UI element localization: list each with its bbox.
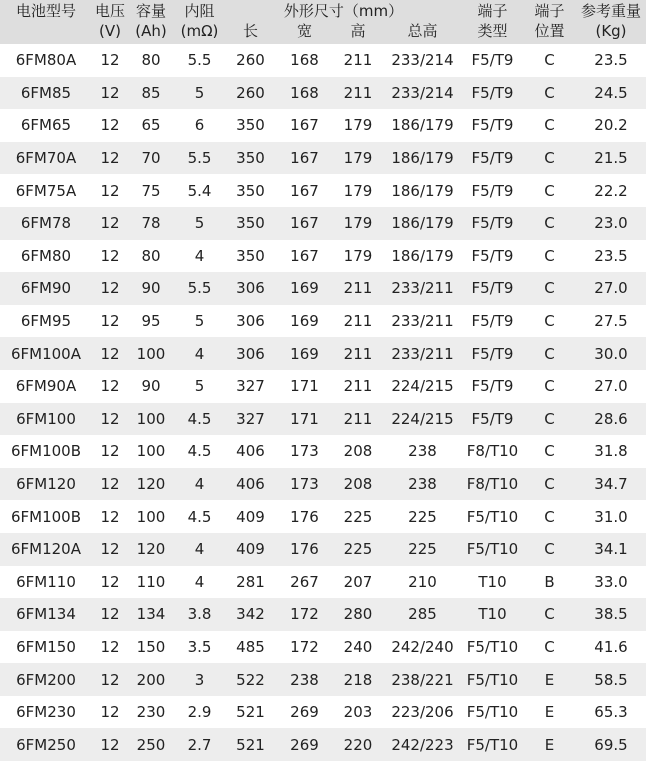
cell-resistance: 5.5: [174, 44, 225, 77]
cell-width: 171: [276, 403, 333, 436]
cell-model: 6FM85: [0, 77, 92, 110]
cell-total-height: 238: [383, 435, 462, 468]
table-row: [0, 468, 646, 501]
cell-terminal-type: F5/T10: [462, 663, 523, 696]
cell-width: 168: [276, 77, 333, 110]
cell-length: 406: [225, 435, 276, 468]
cell-resistance: 4.5: [174, 435, 225, 468]
table-row: [0, 77, 646, 110]
cell-model: 6FM80A: [0, 44, 92, 77]
cell-total-height: 186/179: [383, 240, 462, 273]
header-row: [0, 0, 646, 44]
cell-width: 169: [276, 337, 333, 370]
cell-resistance: 4: [174, 337, 225, 370]
cell-capacity: 90: [128, 272, 174, 305]
cell-width: 238: [276, 663, 333, 696]
table-row: [0, 142, 646, 175]
cell-height: 225: [333, 500, 383, 533]
cell-length: 409: [225, 500, 276, 533]
cell-width: 176: [276, 500, 333, 533]
cell-length: 522: [225, 663, 276, 696]
cell-terminal-position: C: [523, 109, 576, 142]
cell-length: 327: [225, 403, 276, 436]
cell-length: 350: [225, 142, 276, 175]
cell-weight: 27.0: [576, 272, 646, 305]
cell-capacity: 100: [128, 500, 174, 533]
cell-height: 208: [333, 468, 383, 501]
cell-width: 167: [276, 240, 333, 273]
cell-terminal-position: C: [523, 44, 576, 77]
cell-total-height: 225: [383, 500, 462, 533]
table-row: [0, 566, 646, 599]
cell-model: 6FM70A: [0, 142, 92, 175]
cell-total-height: 186/179: [383, 142, 462, 175]
cell-height: 179: [333, 207, 383, 240]
cell-terminal-type: F5/T10: [462, 728, 523, 761]
table-row: [0, 663, 646, 696]
cell-weight: 23.5: [576, 240, 646, 273]
cell-model: 6FM100B: [0, 500, 92, 533]
cell-capacity: 100: [128, 435, 174, 468]
cell-width: 169: [276, 272, 333, 305]
header-dimensions: [225, 0, 462, 44]
cell-total-height: 233/211: [383, 305, 462, 338]
cell-terminal-type: F5/T10: [462, 500, 523, 533]
table-row: [0, 174, 646, 207]
cell-resistance: 4.5: [174, 403, 225, 436]
cell-terminal-position: C: [523, 207, 576, 240]
cell-capacity: 75: [128, 174, 174, 207]
cell-weight: 27.0: [576, 370, 646, 403]
cell-weight: 34.7: [576, 468, 646, 501]
header-voltage: 电压 (V): [92, 0, 128, 44]
header-width: 宽: [296, 22, 312, 40]
cell-resistance: 5: [174, 77, 225, 110]
cell-weight: 65.3: [576, 696, 646, 729]
cell-terminal-position: C: [523, 403, 576, 436]
cell-terminal-type: F5/T9: [462, 272, 523, 305]
cell-model: 6FM200: [0, 663, 92, 696]
cell-height: 211: [333, 272, 383, 305]
cell-length: 521: [225, 696, 276, 729]
cell-weight: 30.0: [576, 337, 646, 370]
cell-width: 167: [276, 207, 333, 240]
cell-voltage: 12: [92, 533, 128, 566]
cell-terminal-type: F5/T9: [462, 403, 523, 436]
cell-terminal-position: C: [523, 598, 576, 631]
cell-total-height: 224/215: [383, 370, 462, 403]
cell-model: 6FM120: [0, 468, 92, 501]
cell-voltage: 12: [92, 468, 128, 501]
cell-terminal-type: F5/T9: [462, 337, 523, 370]
cell-length: 350: [225, 109, 276, 142]
cell-voltage: 12: [92, 631, 128, 664]
cell-resistance: 5: [174, 305, 225, 338]
cell-terminal-position: C: [523, 435, 576, 468]
cell-weight: 24.5: [576, 77, 646, 110]
cell-voltage: 12: [92, 435, 128, 468]
cell-width: 269: [276, 728, 333, 761]
cell-length: 306: [225, 337, 276, 370]
cell-voltage: 12: [92, 566, 128, 599]
cell-height: 179: [333, 109, 383, 142]
cell-weight: 23.0: [576, 207, 646, 240]
header-weight: 参考重量 (Kg): [576, 0, 646, 44]
cell-capacity: 150: [128, 631, 174, 664]
cell-width: 171: [276, 370, 333, 403]
cell-width: 167: [276, 109, 333, 142]
cell-terminal-type: F5/T10: [462, 533, 523, 566]
cell-height: 211: [333, 370, 383, 403]
cell-width: 172: [276, 631, 333, 664]
cell-total-height: 186/179: [383, 109, 462, 142]
cell-voltage: 12: [92, 272, 128, 305]
cell-width: 176: [276, 533, 333, 566]
cell-resistance: 4: [174, 533, 225, 566]
cell-height: 240: [333, 631, 383, 664]
cell-terminal-position: E: [523, 728, 576, 761]
cell-voltage: 12: [92, 44, 128, 77]
cell-model: 6FM65: [0, 109, 92, 142]
cell-terminal-type: F5/T9: [462, 240, 523, 273]
cell-capacity: 230: [128, 696, 174, 729]
cell-resistance: 3.5: [174, 631, 225, 664]
cell-height: 179: [333, 240, 383, 273]
cell-terminal-position: C: [523, 631, 576, 664]
cell-length: 409: [225, 533, 276, 566]
table-row: [0, 403, 646, 436]
cell-length: 406: [225, 468, 276, 501]
cell-terminal-position: C: [523, 240, 576, 273]
cell-weight: 21.5: [576, 142, 646, 175]
cell-total-height: 186/179: [383, 207, 462, 240]
cell-height: 211: [333, 44, 383, 77]
cell-terminal-position: C: [523, 500, 576, 533]
cell-voltage: 12: [92, 696, 128, 729]
cell-terminal-type: F8/T10: [462, 435, 523, 468]
cell-resistance: 5.4: [174, 174, 225, 207]
cell-voltage: 12: [92, 663, 128, 696]
cell-capacity: 200: [128, 663, 174, 696]
cell-total-height: 233/214: [383, 77, 462, 110]
cell-width: 168: [276, 44, 333, 77]
cell-voltage: 12: [92, 77, 128, 110]
cell-width: 167: [276, 142, 333, 175]
cell-capacity: 90: [128, 370, 174, 403]
cell-model: 6FM100A: [0, 337, 92, 370]
table-row: [0, 272, 646, 305]
cell-voltage: 12: [92, 500, 128, 533]
cell-capacity: 65: [128, 109, 174, 142]
cell-weight: 28.6: [576, 403, 646, 436]
cell-weight: 23.5: [576, 44, 646, 77]
header-dimensions-title: 外形尺寸（mm）: [283, 2, 404, 20]
cell-capacity: 100: [128, 337, 174, 370]
cell-terminal-type: F5/T9: [462, 44, 523, 77]
cell-total-height: 233/214: [383, 44, 462, 77]
cell-capacity: 100: [128, 403, 174, 436]
cell-length: 342: [225, 598, 276, 631]
table-row: [0, 500, 646, 533]
cell-voltage: 12: [92, 207, 128, 240]
cell-total-height: 233/211: [383, 337, 462, 370]
header-total-height: 总高: [407, 22, 438, 40]
cell-voltage: 12: [92, 142, 128, 175]
cell-terminal-type: F8/T10: [462, 468, 523, 501]
cell-total-height: 223/206: [383, 696, 462, 729]
cell-capacity: 110: [128, 566, 174, 599]
cell-total-height: 224/215: [383, 403, 462, 436]
cell-length: 281: [225, 566, 276, 599]
cell-terminal-position: E: [523, 663, 576, 696]
cell-resistance: 4.5: [174, 500, 225, 533]
header-terminal-position: 端子 位置: [523, 0, 576, 44]
cell-height: 225: [333, 533, 383, 566]
cell-length: 485: [225, 631, 276, 664]
table-body: [0, 44, 646, 761]
cell-resistance: 3: [174, 663, 225, 696]
table-row: [0, 337, 646, 370]
cell-capacity: 120: [128, 533, 174, 566]
cell-terminal-type: T10: [462, 566, 523, 599]
cell-total-height: 238/221: [383, 663, 462, 696]
cell-model: 6FM250: [0, 728, 92, 761]
cell-length: 327: [225, 370, 276, 403]
cell-terminal-type: F5/T9: [462, 305, 523, 338]
cell-capacity: 85: [128, 77, 174, 110]
cell-height: 280: [333, 598, 383, 631]
cell-voltage: 12: [92, 337, 128, 370]
cell-total-height: 225: [383, 533, 462, 566]
cell-weight: 33.0: [576, 566, 646, 599]
cell-weight: 31.0: [576, 500, 646, 533]
cell-height: 208: [333, 435, 383, 468]
table-row: [0, 598, 646, 631]
cell-height: 207: [333, 566, 383, 599]
cell-resistance: 3.8: [174, 598, 225, 631]
cell-model: 6FM134: [0, 598, 92, 631]
table-row: [0, 207, 646, 240]
cell-total-height: 242/240: [383, 631, 462, 664]
cell-model: 6FM80: [0, 240, 92, 273]
table-row: [0, 370, 646, 403]
cell-length: 350: [225, 174, 276, 207]
cell-width: 173: [276, 435, 333, 468]
cell-model: 6FM90A: [0, 370, 92, 403]
cell-resistance: 4: [174, 566, 225, 599]
cell-terminal-position: C: [523, 142, 576, 175]
cell-length: 306: [225, 305, 276, 338]
header-resistance: 内阻 (mΩ): [174, 0, 225, 44]
header-length: 长: [242, 22, 258, 40]
cell-resistance: 6: [174, 109, 225, 142]
cell-width: 167: [276, 174, 333, 207]
table-row: [0, 631, 646, 664]
cell-total-height: 186/179: [383, 174, 462, 207]
cell-total-height: 233/211: [383, 272, 462, 305]
cell-terminal-type: F5/T9: [462, 207, 523, 240]
cell-voltage: 12: [92, 403, 128, 436]
cell-resistance: 5.5: [174, 272, 225, 305]
cell-width: 267: [276, 566, 333, 599]
cell-model: 6FM120A: [0, 533, 92, 566]
cell-model: 6FM90: [0, 272, 92, 305]
cell-length: 260: [225, 77, 276, 110]
cell-terminal-type: F5/T9: [462, 77, 523, 110]
cell-height: 211: [333, 337, 383, 370]
cell-terminal-position: C: [523, 337, 576, 370]
table-row: [0, 44, 646, 77]
cell-voltage: 12: [92, 109, 128, 142]
cell-total-height: 242/223: [383, 728, 462, 761]
cell-voltage: 12: [92, 174, 128, 207]
cell-model: 6FM230: [0, 696, 92, 729]
cell-model: 6FM95: [0, 305, 92, 338]
cell-resistance: 4: [174, 240, 225, 273]
cell-terminal-position: B: [523, 566, 576, 599]
cell-terminal-type: F5/T9: [462, 174, 523, 207]
cell-terminal-position: C: [523, 305, 576, 338]
cell-terminal-type: F5/T9: [462, 109, 523, 142]
table-row: [0, 109, 646, 142]
cell-resistance: 5.5: [174, 142, 225, 175]
cell-terminal-position: C: [523, 370, 576, 403]
cell-voltage: 12: [92, 240, 128, 273]
cell-length: 350: [225, 240, 276, 273]
header-height: 高: [350, 22, 366, 40]
cell-total-height: 238: [383, 468, 462, 501]
cell-height: 218: [333, 663, 383, 696]
cell-capacity: 134: [128, 598, 174, 631]
cell-length: 260: [225, 44, 276, 77]
header-model: 电池型号: [0, 0, 92, 44]
cell-capacity: 250: [128, 728, 174, 761]
cell-terminal-type: T10: [462, 598, 523, 631]
cell-model: 6FM150: [0, 631, 92, 664]
header-capacity: 容量 (Ah): [128, 0, 174, 44]
cell-terminal-position: C: [523, 533, 576, 566]
cell-length: 350: [225, 207, 276, 240]
cell-weight: 31.8: [576, 435, 646, 468]
cell-terminal-type: F5/T9: [462, 142, 523, 175]
header-terminal-type: 端子 类型: [462, 0, 523, 44]
cell-terminal-position: C: [523, 174, 576, 207]
cell-model: 6FM100: [0, 403, 92, 436]
cell-weight: 20.2: [576, 109, 646, 142]
cell-capacity: 80: [128, 44, 174, 77]
cell-terminal-position: E: [523, 696, 576, 729]
cell-voltage: 12: [92, 305, 128, 338]
cell-voltage: 12: [92, 370, 128, 403]
cell-capacity: 78: [128, 207, 174, 240]
cell-width: 173: [276, 468, 333, 501]
cell-height: 220: [333, 728, 383, 761]
cell-width: 269: [276, 696, 333, 729]
cell-height: 179: [333, 142, 383, 175]
table-row: [0, 305, 646, 338]
cell-capacity: 80: [128, 240, 174, 273]
cell-length: 306: [225, 272, 276, 305]
cell-weight: 27.5: [576, 305, 646, 338]
cell-terminal-type: F5/T9: [462, 370, 523, 403]
table-row: [0, 240, 646, 273]
cell-weight: 69.5: [576, 728, 646, 761]
cell-model: 6FM110: [0, 566, 92, 599]
cell-terminal-type: F5/T10: [462, 631, 523, 664]
cell-model: 6FM78: [0, 207, 92, 240]
cell-resistance: 2.9: [174, 696, 225, 729]
cell-model: 6FM75A: [0, 174, 92, 207]
cell-voltage: 12: [92, 728, 128, 761]
cell-resistance: 5: [174, 207, 225, 240]
cell-height: 179: [333, 174, 383, 207]
table-row: [0, 696, 646, 729]
cell-resistance: 5: [174, 370, 225, 403]
cell-height: 211: [333, 403, 383, 436]
cell-voltage: 12: [92, 598, 128, 631]
cell-model: 6FM100B: [0, 435, 92, 468]
cell-weight: 38.5: [576, 598, 646, 631]
table-row: [0, 728, 646, 761]
cell-resistance: 2.7: [174, 728, 225, 761]
cell-total-height: 210: [383, 566, 462, 599]
cell-height: 211: [333, 77, 383, 110]
cell-total-height: 285: [383, 598, 462, 631]
cell-terminal-position: C: [523, 77, 576, 110]
cell-weight: 22.2: [576, 174, 646, 207]
cell-terminal-position: C: [523, 272, 576, 305]
cell-weight: 34.1: [576, 533, 646, 566]
cell-terminal-position: C: [523, 468, 576, 501]
cell-weight: 41.6: [576, 631, 646, 664]
table-row: [0, 533, 646, 566]
cell-terminal-type: F5/T10: [462, 696, 523, 729]
cell-capacity: 120: [128, 468, 174, 501]
cell-capacity: 70: [128, 142, 174, 175]
cell-capacity: 95: [128, 305, 174, 338]
cell-height: 211: [333, 305, 383, 338]
cell-resistance: 4: [174, 468, 225, 501]
cell-weight: 58.5: [576, 663, 646, 696]
cell-width: 169: [276, 305, 333, 338]
cell-width: 172: [276, 598, 333, 631]
cell-length: 521: [225, 728, 276, 761]
table-row: [0, 435, 646, 468]
cell-height: 203: [333, 696, 383, 729]
